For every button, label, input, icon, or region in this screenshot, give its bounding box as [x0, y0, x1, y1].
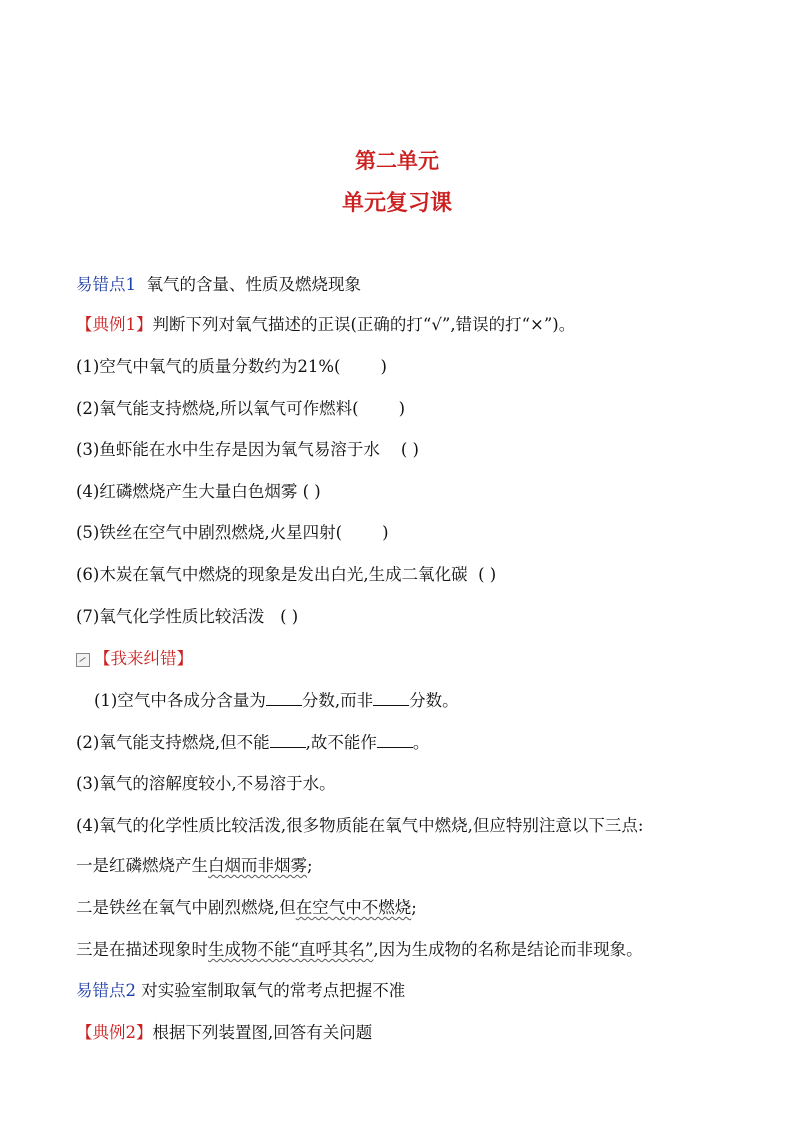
point2-label: 易错点2: [76, 981, 136, 1000]
example1-item-5: (5)铁丝在空气中剧烈燃烧,火星四射( ): [76, 523, 389, 542]
emphasis-text: 生成物不能“直呼其名”: [208, 940, 374, 959]
correct-line-2: (2)氧气能支持燃烧,但不能 ,故不能作 。: [76, 733, 430, 752]
lesson-title: 单元复习课: [341, 191, 452, 216]
correct-heading: [76, 648, 193, 670]
example1-prompt-line: [76, 314, 575, 336]
example1-item-7: (7)氧气化学性质比较活泼 ( ): [76, 607, 299, 626]
example1-item-1: (1)空气中氧气的质量分数约为21%( ): [76, 357, 387, 376]
example1-item-2: (2)氧气能支持燃烧,所以氧气可作燃料( ): [76, 399, 405, 418]
answer-blank[interactable]: [270, 733, 306, 748]
example1-item-4: (4)红磷燃烧产生大量白色烟雾 ( ): [76, 482, 321, 501]
unit-title: 第二单元: [355, 149, 439, 173]
correct-line-3: (3)氧气的溶解度较小,不易溶于水。: [76, 774, 336, 793]
correct-line-7: 三是在描述现象时生成物不能“直呼其名”,因为生成物的名称是结论而非现象。: [76, 940, 643, 959]
example1-tag: 【典例1】: [76, 315, 153, 334]
example1-item-3: (3)鱼虾能在水中生存是因为氧气易溶于水 ( ): [76, 440, 419, 459]
example2-prompt: 根据下列装置图,回答有关问题: [152, 1023, 373, 1042]
point1-title: 氧气的含量、性质及燃烧现象: [146, 275, 361, 294]
point2-title: 对实验室制取氧气的常考点把握不准: [141, 981, 406, 1000]
correct-line-6: 二是铁丝在氧气中剧烈燃烧,但在空气中不燃烧;: [76, 898, 417, 917]
answer-blank[interactable]: [373, 691, 409, 706]
emphasis-text: 白烟而非烟雾: [208, 856, 307, 875]
correct-line-5: 一是红磷燃烧产生白烟而非烟雾;: [76, 856, 313, 875]
emphasis-text: 在空气中不燃烧: [295, 898, 412, 917]
correct-tag: 【我来纠错】: [94, 649, 193, 668]
point2-heading: [76, 980, 405, 1002]
correct-line-4: (4)氧气的化学性质比较活泼,很多物质能在氧气中燃烧,但应特别注意以下三点:: [76, 816, 644, 835]
edit-note-icon: [76, 653, 90, 667]
point1-label: 易错点1: [76, 275, 136, 294]
point1-heading: [76, 274, 361, 296]
answer-blank[interactable]: [377, 733, 413, 748]
example2-tag: 【典例2】: [76, 1023, 153, 1042]
example1-item-6: (6)木炭在氧气中燃烧的现象是发出白光,生成二氧化碳 ( ): [76, 565, 497, 584]
example2-prompt-line: [76, 1022, 372, 1044]
answer-blank[interactable]: [266, 691, 302, 706]
example1-prompt: 判断下列对氧气描述的正误(正确的打“√”,错误的打“×”)。: [152, 315, 576, 334]
correct-line-1: (1)空气中各成分含量为 分数,而非 分数。: [94, 691, 459, 710]
